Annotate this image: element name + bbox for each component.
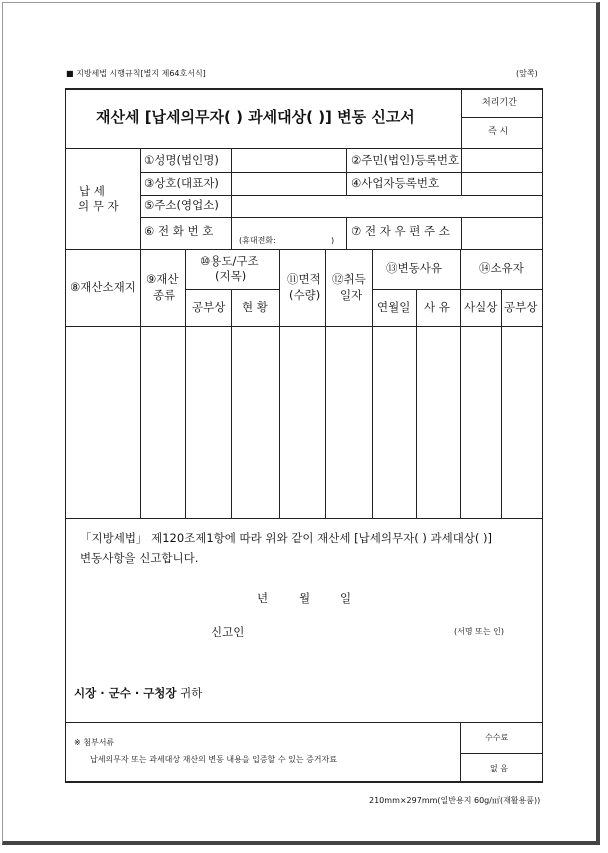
divider [461, 149, 462, 196]
owner-official-header: 공부상 [504, 300, 538, 314]
owner-actual-header: 사실상 [464, 300, 498, 314]
acquisition-header-line1: ⑫취득 [332, 272, 366, 286]
date-month: 월 [299, 591, 311, 605]
processing-period-value: 즉 시 [488, 127, 509, 137]
trade-name-label: ③상호(대표자) [144, 176, 219, 190]
divider [460, 753, 542, 754]
page-frame [2, 2, 600, 845]
divider [65, 722, 543, 723]
mobile-label: (휴대전화: [239, 236, 276, 245]
divider [461, 218, 462, 249]
mobile-close: ) [331, 236, 335, 245]
property-kind-header-line1: ⑨재산 [146, 272, 179, 286]
area-header-line2: (수량) [289, 288, 321, 302]
usage-official-header: 공부상 [192, 300, 226, 314]
divider [461, 117, 543, 118]
taxpayer-label-line1: 납 세 [79, 184, 105, 198]
usage-header-line2: (지목) [215, 269, 247, 283]
taxpayer-label-line2: 의 무 자 [78, 199, 119, 213]
addressee-officials: 시장 · 군수 · 구청장 [74, 686, 177, 700]
form-bottom-border [65, 781, 543, 783]
reporter-label: 신고인 [211, 625, 245, 639]
business-number-label: ④사업자등록번호 [351, 176, 440, 190]
change-reason-header: ⑬변동사유 [386, 261, 442, 275]
divider [501, 289, 502, 518]
divider [231, 149, 232, 249]
form-reference: ■ 지방세법 시행규칙[별지 제64호서식] [66, 69, 206, 78]
address-label: ⑤주소(영업소) [144, 198, 219, 212]
divider [231, 289, 232, 518]
divider [140, 149, 141, 249]
divider [65, 326, 543, 327]
email-label: ⑦ 전 자 우 편 주 소 [351, 224, 450, 238]
fee-value: 없 음 [490, 764, 508, 773]
divider [140, 250, 141, 518]
change-reason-subheader: 사 유 [424, 300, 450, 314]
divider [185, 289, 279, 290]
addressee-suffix: 귀하 [180, 686, 203, 700]
property-location-header: ⑧재산소재지 [70, 280, 136, 294]
declaration-line2: 변동사항을 신고합니다. [80, 551, 199, 565]
usage-current-header: 현 황 [242, 300, 268, 314]
name-label: ①성명(법인명) [144, 153, 219, 167]
divider [279, 250, 280, 518]
divider [65, 249, 543, 250]
resident-number-label: ②주민(법인)등록번호 [351, 153, 460, 167]
divider [346, 218, 347, 249]
divider [65, 518, 543, 519]
attachments-label: ※ 첨부서류 [74, 738, 115, 747]
declaration-line1: 「지방세법」 제120조제1항에 따라 위와 같이 재산세 [납세의무자( ) 과세대상( )] [80, 531, 493, 545]
divider [460, 250, 461, 518]
divider [140, 217, 542, 218]
divider [140, 195, 542, 196]
divider [325, 250, 326, 518]
form-right-border [542, 88, 543, 783]
date-year: 년 [257, 591, 269, 605]
divider [346, 149, 347, 196]
divider [185, 250, 186, 518]
divider [65, 148, 543, 149]
acquisition-header-line2: 일자 [340, 288, 363, 302]
processing-period-label: 처리기간 [482, 98, 517, 108]
property-kind-header-line2: 종류 [153, 288, 176, 302]
owner-header: ⑭소유자 [479, 261, 524, 275]
attachments-item: 납세의무자 또는 과세대상 재산의 변동 내용을 입증할 수 있는 증거자료 [90, 755, 337, 764]
sign-note: (서명 또는 인) [454, 627, 504, 636]
page-side-note: (앞쪽) [516, 69, 538, 78]
change-date-header: 연월일 [377, 300, 411, 314]
divider [372, 250, 373, 518]
fee-label: 수수료 [485, 733, 509, 742]
divider [416, 289, 417, 518]
date-day: 일 [340, 591, 352, 605]
area-header-line1: ⑪면적 [287, 272, 321, 286]
form-left-border [65, 88, 66, 783]
divider [140, 172, 542, 173]
divider [372, 289, 542, 290]
usage-header-line1: ⑩용도/구조 [200, 254, 259, 268]
form-title: 재산세 [납세의무자( ) 과세대상( )] 변동 신고서 [96, 108, 415, 126]
phone-label: ⑥ 전 화 번 호 [144, 224, 214, 238]
paper-spec: 210mm×297mm(일반용지 60g/㎡(재활용품)) [369, 796, 541, 805]
form-top-border [65, 88, 543, 90]
addressee [74, 688, 202, 700]
divider [461, 89, 462, 149]
